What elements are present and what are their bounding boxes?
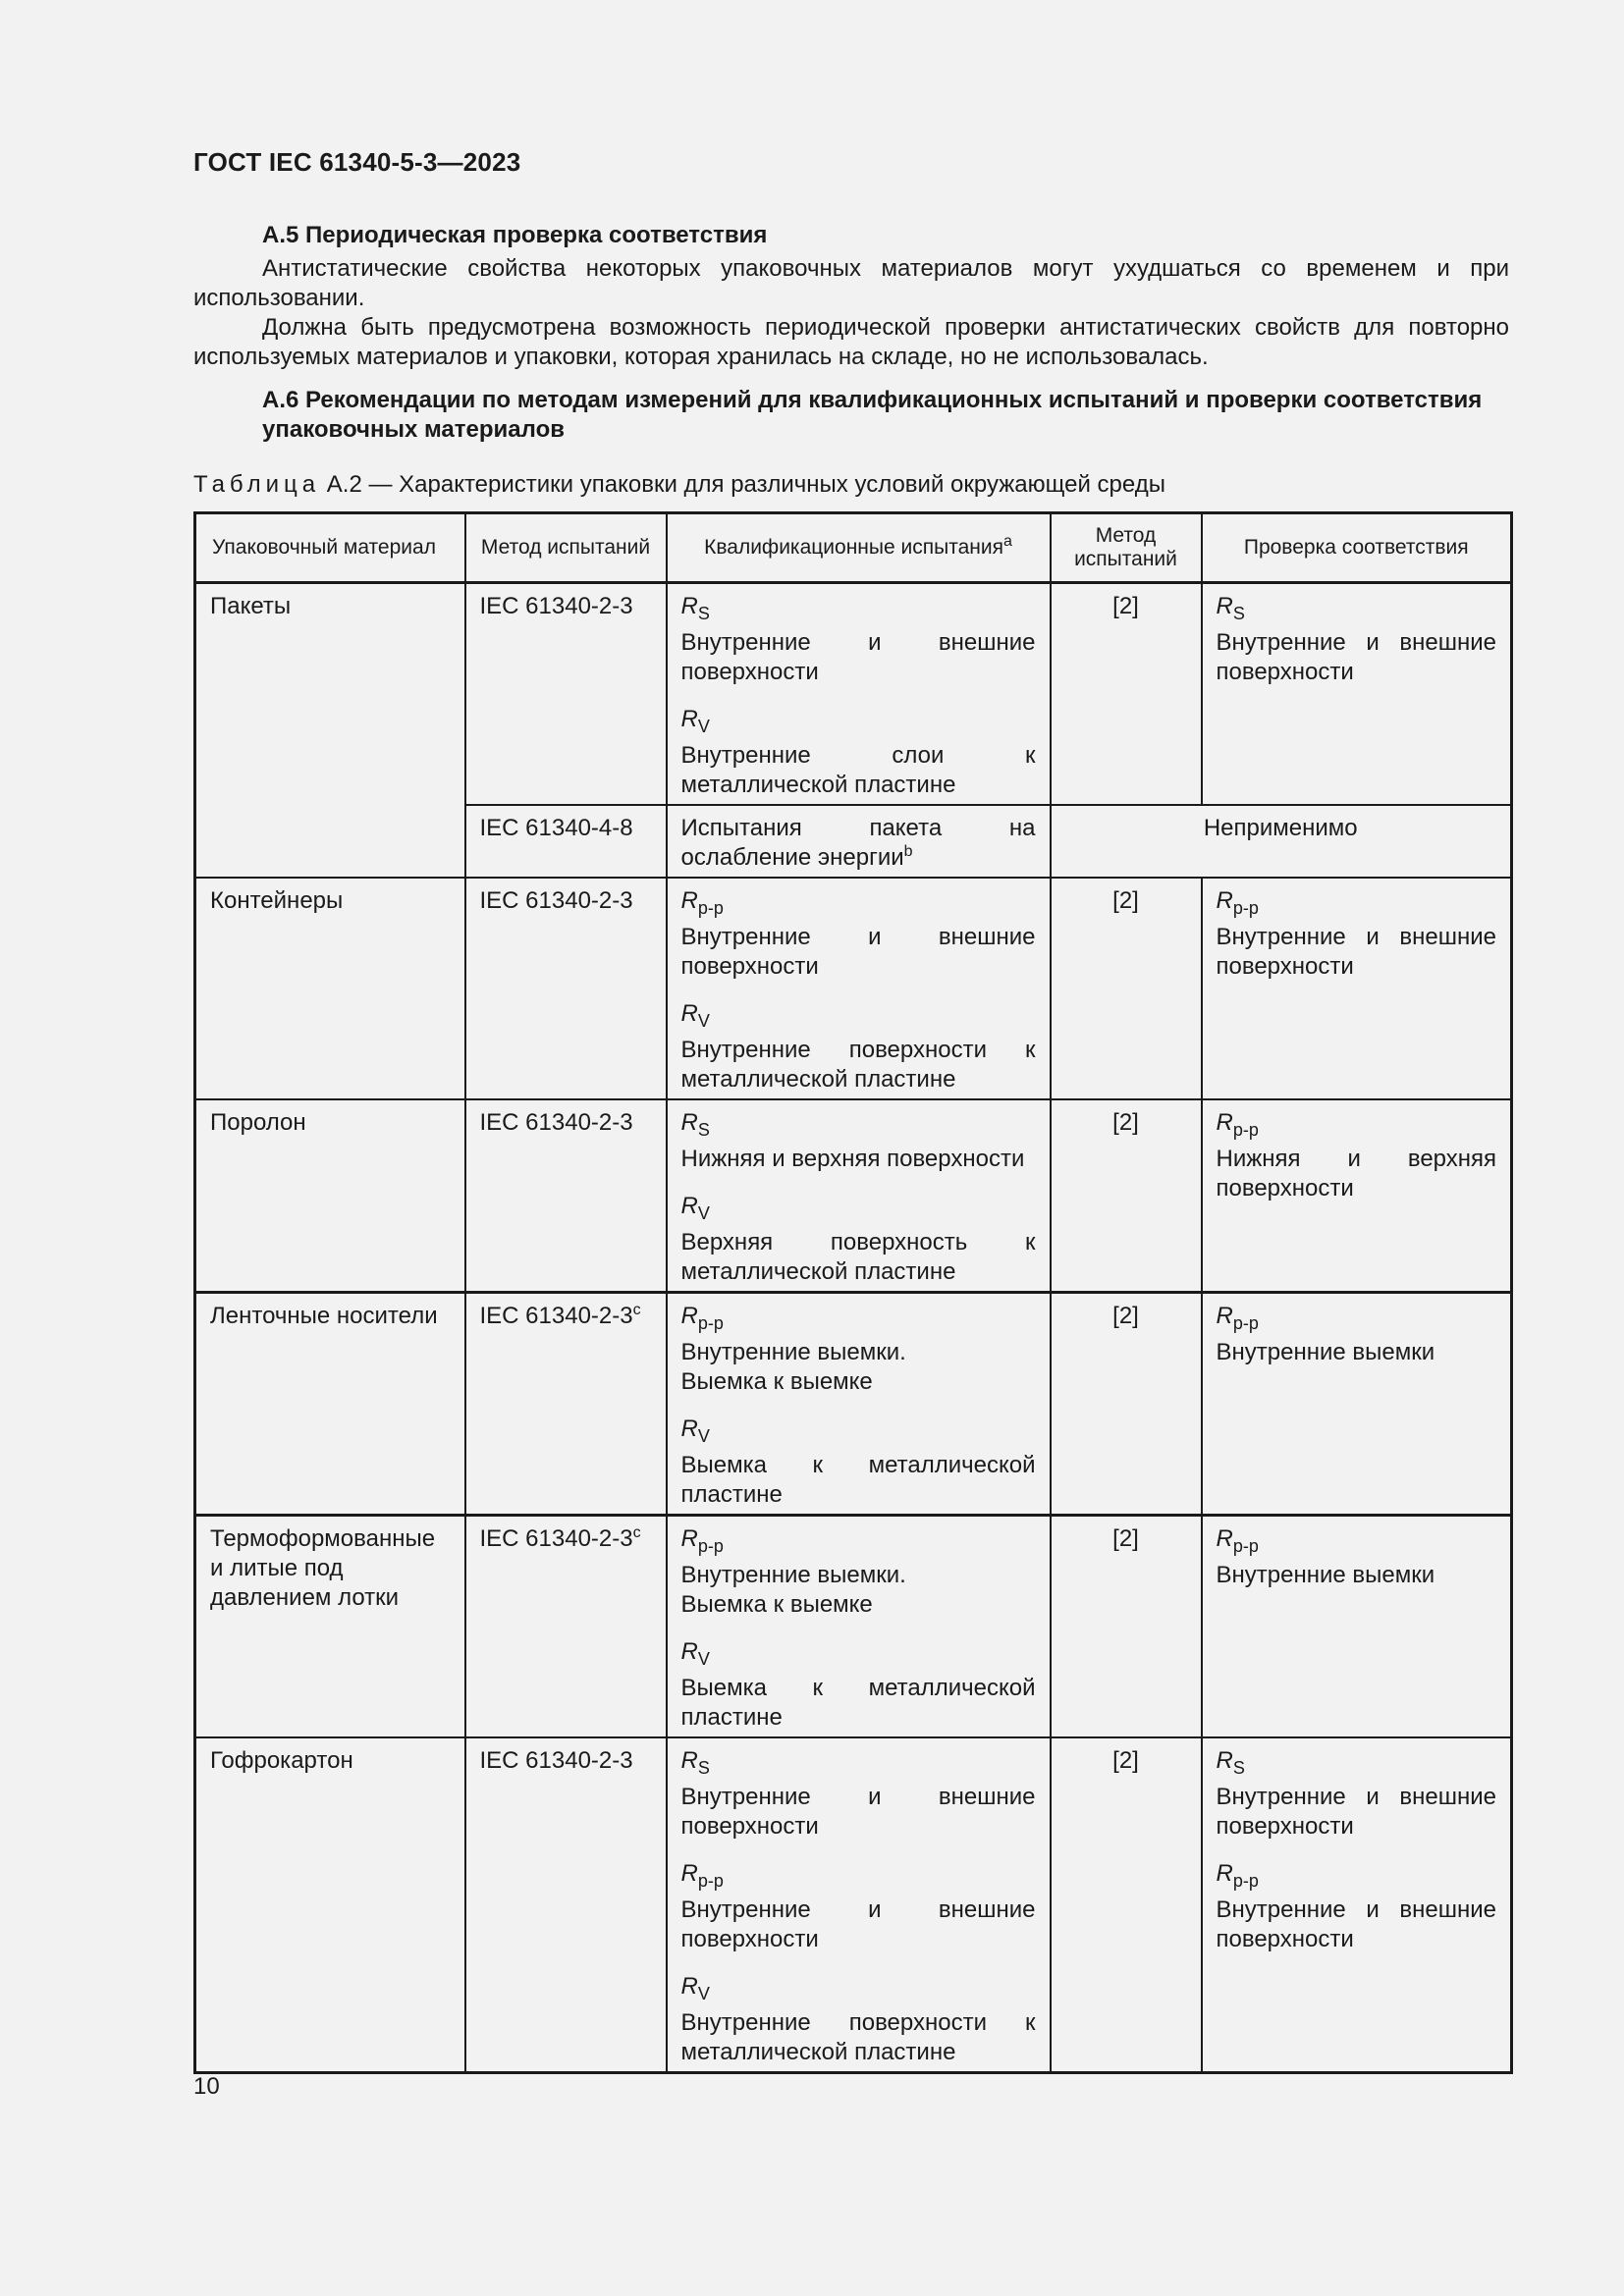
symbol-subscript: S: [1232, 1758, 1245, 1778]
symbol-r: R: [680, 1525, 698, 1552]
cell-method-1: [465, 1516, 667, 1738]
cell-method-1: IEC 61340-2-3: [465, 878, 667, 1099]
cell-material: Поролон: [195, 1099, 465, 1293]
symbol-r: R: [1216, 593, 1233, 619]
symbol-subscript: p-p: [697, 1871, 724, 1891]
header-qualification-text: Квалификационные испытания: [704, 536, 1003, 559]
symbol-r: R: [1216, 1303, 1233, 1329]
symbol-subscript: V: [697, 1426, 710, 1446]
table-row: [195, 1737, 1512, 2073]
document-header: ГОСТ IEC 61340-5-3—2023: [193, 147, 521, 177]
symbol-r: R: [680, 1109, 698, 1136]
cell-text: Внутренние и внешние поверхности: [680, 1784, 1036, 1840]
symbol-r: R: [680, 1747, 698, 1774]
symbol-subscript: p-p: [697, 898, 724, 918]
footnote-marker: c: [632, 1302, 641, 1318]
header-verification: Проверка соответствия: [1202, 513, 1512, 583]
table-header-row: [195, 513, 1512, 583]
symbol-r: R: [680, 1415, 698, 1442]
cell-qualification: [667, 1516, 1051, 1738]
symbol-subscript: p-p: [1232, 1871, 1259, 1891]
cell-text: Внутренние слои к металлической пластине: [680, 742, 1036, 798]
symbol-subscript: p-p: [697, 1313, 724, 1333]
symbol-r: R: [1216, 1109, 1233, 1136]
symbol-subscript: p-p: [1232, 1536, 1259, 1556]
symbol-r: R: [1216, 887, 1233, 914]
symbol-r: R: [680, 1860, 698, 1887]
cell-text: IEC 61340-2-3: [479, 1303, 633, 1329]
cell-text: Внутренние выемки.: [680, 1562, 906, 1588]
cell-verification: [1202, 1737, 1512, 2073]
cell-method-2: [2]: [1051, 878, 1202, 1099]
table-row: [195, 1099, 1512, 1293]
symbol-r: R: [680, 1193, 698, 1219]
cell-text: Внутренние и внешние поверхности: [680, 629, 1036, 685]
cell-text: Внутренние и внешние поверхности: [680, 1896, 1036, 1952]
cell-method-1: IEC 61340-4-8: [465, 805, 667, 878]
cell-qualification: [667, 1293, 1051, 1516]
cell-method-2: [2]: [1051, 1516, 1202, 1738]
section-a5-paragraph-1: Антистатические свойства некоторых упаковочных материалов могут ухудшаться со временем и при использовании.: [193, 255, 1509, 311]
symbol-subscript: p-p: [1232, 1120, 1259, 1140]
cell-method-1: IEC 61340-2-3: [465, 1099, 667, 1293]
cell-text: Внутренние и внешние поверхности: [1216, 1784, 1496, 1840]
cell-material: Ленточные носители: [195, 1293, 465, 1516]
cell-material: Термоформованные и литые под давлением лотки: [195, 1516, 465, 1738]
section-a6-title: А.6 Рекомендации по методам измерений для квалификационных испытаний и проверки соответствия упаковочных материалов: [262, 387, 1483, 443]
symbol-subscript: V: [697, 1203, 710, 1223]
cell-verification: [1202, 1293, 1512, 1516]
cell-text: Внутренние и внешние поверхности: [1216, 629, 1496, 685]
cell-text: Выемка к металлической пластине: [680, 1452, 1036, 1508]
symbol-r: R: [680, 1303, 698, 1329]
cell-not-applicable: Неприменимо: [1051, 805, 1512, 878]
cell-verification: [1202, 1516, 1512, 1738]
cell-method-1: IEC 61340-2-3: [465, 583, 667, 806]
cell-verification: [1202, 583, 1512, 806]
cell-verification: [1202, 878, 1512, 1099]
symbol-r: R: [1216, 1525, 1233, 1552]
cell-text: Выемка к металлической пластине: [680, 1675, 1036, 1731]
header-method-2: Метод испытаний: [1051, 513, 1202, 583]
cell-text: Внутренние поверхности к металлической пластине: [680, 1037, 1036, 1093]
cell-qualification: [667, 1099, 1051, 1293]
cell-method-2: [2]: [1051, 1737, 1202, 2073]
cell-method-1: [465, 1293, 667, 1516]
cell-text: Внутренние и внешние поверхности: [1216, 1896, 1496, 1952]
cell-material: Пакеты: [195, 583, 465, 879]
cell-method-2: [2]: [1051, 583, 1202, 806]
symbol-r: R: [680, 887, 698, 914]
symbol-r: R: [1216, 1747, 1233, 1774]
footnote-marker: c: [632, 1524, 641, 1541]
table-row: [195, 878, 1512, 1099]
header-material: Упаковочный материал: [195, 513, 465, 583]
symbol-r: R: [680, 1638, 698, 1665]
cell-text: Внутренние поверхности к металлической пластине: [680, 2009, 1036, 2065]
table-caption: [193, 470, 1509, 500]
cell-text: Нижняя и верхняя поверхности: [1216, 1146, 1496, 1201]
symbol-r: R: [680, 1000, 698, 1027]
symbol-subscript: V: [697, 1649, 710, 1669]
cell-text: Верхняя поверхность к металлической пластине: [680, 1229, 1036, 1285]
table-caption-prefix: Таблица: [193, 471, 321, 498]
symbol-subscript: S: [1232, 604, 1245, 623]
cell-qualification: [667, 805, 1051, 878]
cell-text: Внутренние выемки.: [680, 1339, 906, 1365]
symbol-subscript: V: [697, 1011, 710, 1031]
cell-text: Нижняя и верхняя поверхности: [680, 1146, 1025, 1172]
cell-text: Выемка к выемке: [680, 1591, 873, 1618]
footnote-marker: a: [1002, 533, 1012, 550]
symbol-r: R: [1216, 1860, 1233, 1887]
cell-method-2: [2]: [1051, 1293, 1202, 1516]
cell-text: Внутренние и внешние поверхности: [1216, 924, 1496, 980]
symbol-subscript: V: [697, 717, 710, 736]
cell-verification: [1202, 1099, 1512, 1293]
table-row: [195, 1516, 1512, 1738]
page-number: 10: [193, 2073, 220, 2100]
header-method-1: Метод испытаний: [465, 513, 667, 583]
symbol-subscript: S: [697, 1120, 710, 1140]
cell-qualification: [667, 583, 1051, 806]
cell-method-2: [2]: [1051, 1099, 1202, 1293]
section-a5-paragraph-2: Должна быть предусмотрена возможность периодической проверки антистатических свойств для повторно используемых материалов и упаковки, которая хранилась на складе, но не использовалась.: [193, 314, 1509, 370]
cell-text: Выемка к выемке: [680, 1368, 873, 1395]
cell-qualification: [667, 878, 1051, 1099]
symbol-subscript: V: [697, 1984, 710, 2003]
symbol-r: R: [680, 706, 698, 732]
cell-text: Внутренние выемки: [1216, 1339, 1435, 1365]
cell-text: Внутренние выемки: [1216, 1562, 1435, 1588]
symbol-subscript: p-p: [697, 1536, 724, 1556]
footnote-marker: b: [903, 843, 913, 860]
symbol-subscript: p-p: [1232, 898, 1259, 918]
packaging-characteristics-table: [193, 511, 1513, 2074]
cell-qualification: [667, 1737, 1051, 2073]
header-qualification: [667, 513, 1051, 583]
table-caption-text: А.2 — Характеристики упаковки для различных условий окружающей среды: [320, 471, 1165, 498]
cell-text: Внутренние и внешние поверхности: [680, 924, 1036, 980]
symbol-r: R: [680, 593, 698, 619]
table-row: [195, 583, 1512, 806]
table-row: [195, 1293, 1512, 1516]
symbol-subscript: S: [697, 1758, 710, 1778]
cell-method-1: IEC 61340-2-3: [465, 1737, 667, 2073]
cell-text: Испытания пакета на ослабление энергии: [680, 815, 1036, 871]
symbol-subscript: p-p: [1232, 1313, 1259, 1333]
page-content: [193, 221, 1509, 2074]
cell-material: Гофрокартон: [195, 1737, 465, 2073]
section-a5-title: А.5 Периодическая проверка соответствия: [262, 222, 768, 248]
cell-text: IEC 61340-2-3: [479, 1525, 633, 1552]
symbol-r: R: [680, 1973, 698, 2000]
symbol-subscript: S: [697, 604, 710, 623]
cell-material: Контейнеры: [195, 878, 465, 1099]
